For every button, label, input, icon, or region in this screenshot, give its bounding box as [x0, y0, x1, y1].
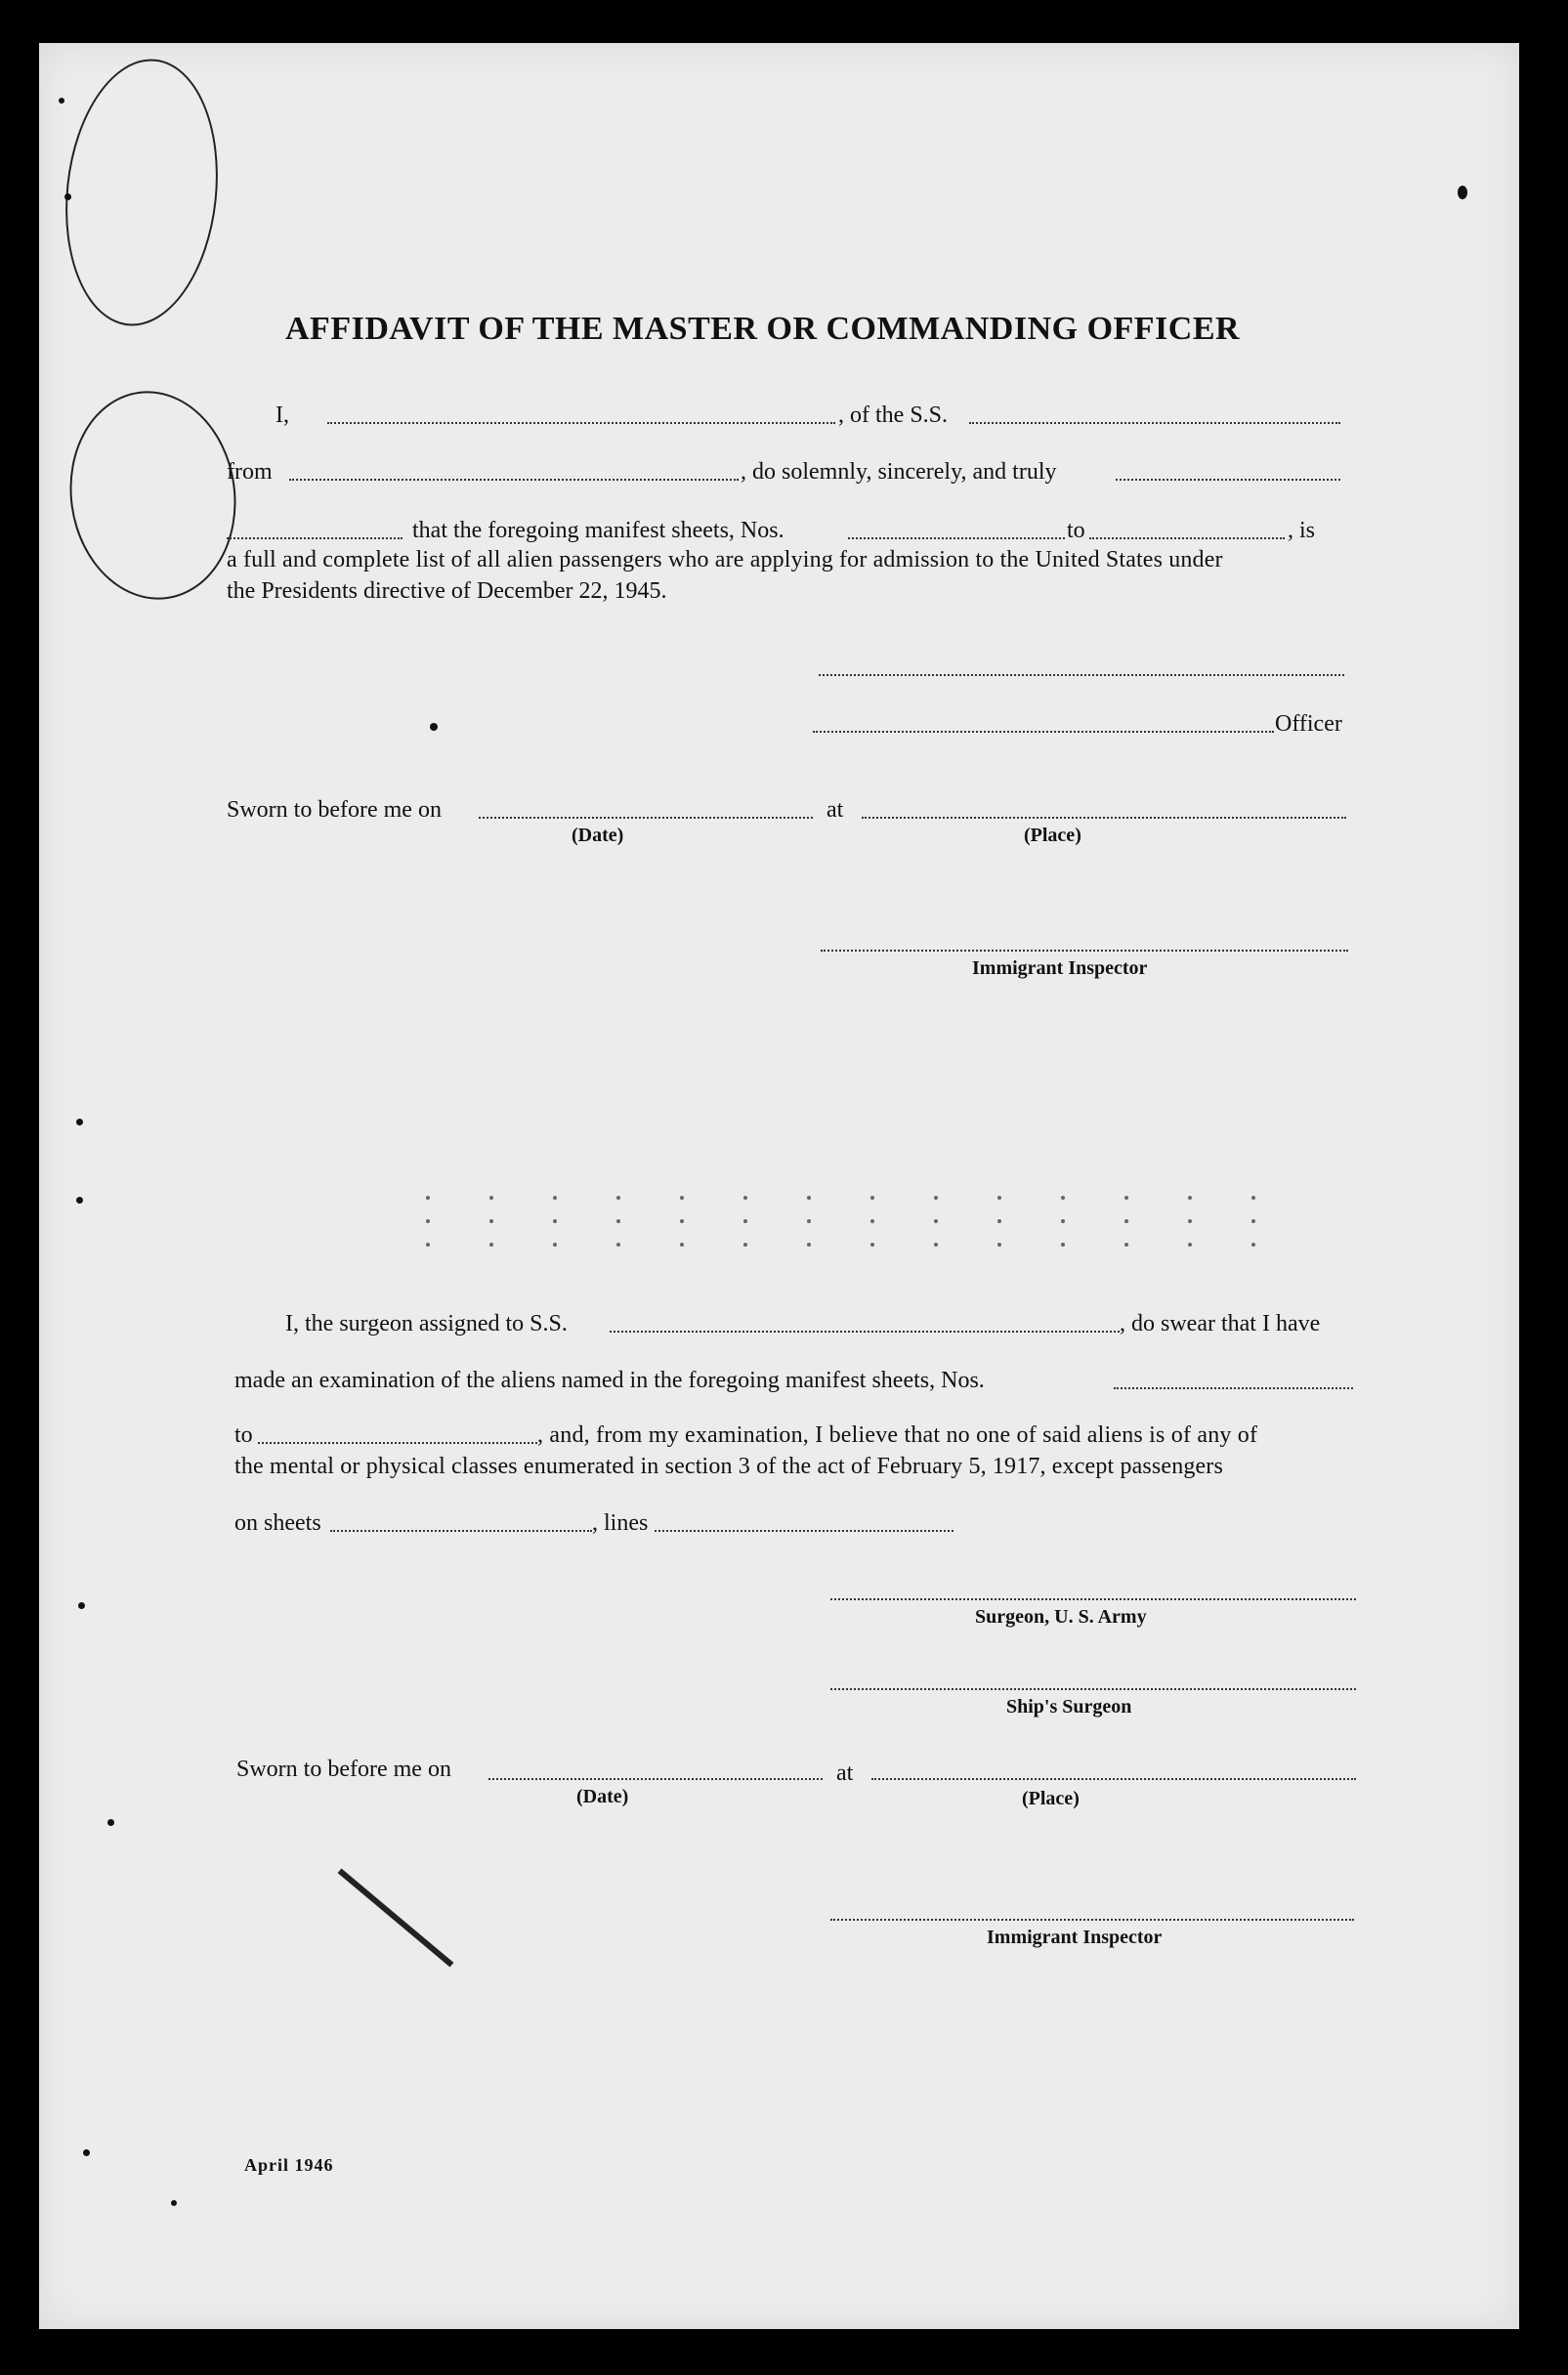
- surgeon-sheet-from-field[interactable]: [1114, 1387, 1353, 1389]
- bleed-through-dot: [807, 1219, 811, 1223]
- bleed-through-dot: [870, 1219, 874, 1223]
- scan-speck: [430, 723, 438, 731]
- surgeon-line-2: made an examination of the aliens named in the foregoing manifest sheets, Nos.: [234, 1368, 985, 1393]
- place-caption-2: (Place): [1022, 1788, 1080, 1809]
- bleed-through-dot: [680, 1196, 684, 1200]
- solemnly-label: , do solemnly, sincerely, and truly: [741, 459, 1057, 485]
- bleed-through-dot: [934, 1243, 938, 1247]
- document-page: [39, 43, 1519, 2329]
- bleed-through-dot: [489, 1243, 493, 1247]
- inspector-signature-line-1[interactable]: [821, 950, 1348, 952]
- officer-label: Officer: [1275, 711, 1342, 737]
- scan-speck: [76, 1197, 83, 1204]
- at-label-2: at: [836, 1760, 854, 1786]
- ship-surgeon-signature-line[interactable]: [830, 1688, 1356, 1690]
- surgeon-line-1-end: , do swear that I have: [1120, 1311, 1321, 1336]
- army-surgeon-label: Surgeon, U. S. Army: [975, 1606, 1147, 1628]
- bleed-through-dot: [1188, 1196, 1192, 1200]
- bleed-through-dot: [743, 1243, 747, 1247]
- bleed-through-dot: [1251, 1219, 1255, 1223]
- surgeon-sheet-to-field[interactable]: [258, 1442, 537, 1444]
- affidavit-line-4: the Presidents directive of December 22, 1945.: [227, 578, 667, 604]
- sheet-to-field[interactable]: [1089, 537, 1285, 539]
- form-date-footer: April 1946: [244, 2155, 334, 2175]
- bleed-through-dot: [1061, 1243, 1065, 1247]
- bleed-through-dot: [489, 1219, 493, 1223]
- bleed-through-dot: [870, 1196, 874, 1200]
- scan-speck: [76, 1119, 83, 1125]
- surgeon-ship-field[interactable]: [610, 1331, 1120, 1333]
- scan-speck: [78, 1602, 85, 1609]
- bleed-through-dot: [489, 1196, 493, 1200]
- bleed-through-dot: [807, 1243, 811, 1247]
- scan-speck: [83, 2149, 90, 2156]
- sheet-from-field[interactable]: [848, 537, 1065, 539]
- scan-speck: [107, 1819, 114, 1826]
- bleed-through-dot: [997, 1196, 1001, 1200]
- oath-word-field-2[interactable]: [227, 537, 403, 539]
- surgeon-line-1-start: I, the surgeon assigned to S.S.: [285, 1311, 568, 1336]
- foregoing-sheets-label: that the foregoing manifest sheets, Nos.: [412, 518, 784, 543]
- surgeon-line-3-end: , and, from my examination, I believe that no one of said aliens is of any of: [537, 1422, 1258, 1448]
- inspector-signature-line-2[interactable]: [830, 1919, 1354, 1921]
- page-title: AFFIDAVIT OF THE MASTER OR COMMANDING OFFICER: [285, 311, 1241, 347]
- bleed-through-dot: [680, 1243, 684, 1247]
- bleed-through-dot: [426, 1219, 430, 1223]
- from-label: from: [227, 459, 273, 485]
- sworn-date-field-1[interactable]: [479, 817, 813, 819]
- sworn-place-field-1[interactable]: [862, 817, 1346, 819]
- lines-label: , lines: [592, 1510, 649, 1536]
- bleed-through-dot: [934, 1196, 938, 1200]
- bleed-through-dot: [997, 1219, 1001, 1223]
- bleed-through-dot: [743, 1196, 747, 1200]
- master-name-field[interactable]: [327, 422, 835, 424]
- bleed-through-dot: [426, 1196, 430, 1200]
- sworn-label-2: Sworn to before me on: [236, 1757, 451, 1782]
- bleed-through-dot: [1124, 1219, 1128, 1223]
- oath-word-field[interactable]: [1116, 479, 1340, 481]
- ship-name-field[interactable]: [969, 422, 1340, 424]
- affidavit-i-label: I,: [275, 403, 289, 428]
- surgeon-line-4: the mental or physical classes enumerated in section 3 of the act of February 5, 1917, except passengers: [234, 1454, 1223, 1479]
- bleed-through-dot: [807, 1196, 811, 1200]
- on-sheets-field[interactable]: [330, 1530, 592, 1532]
- place-caption-1: (Place): [1024, 825, 1081, 846]
- of-ss-label: , of the S.S.: [838, 403, 949, 428]
- from-port-field[interactable]: [289, 479, 739, 481]
- bleed-through-dot: [1188, 1243, 1192, 1247]
- bleed-through-dot: [616, 1219, 620, 1223]
- bleed-through-dot: [553, 1196, 557, 1200]
- bleed-through-dot: [680, 1219, 684, 1223]
- inspector-label-2: Immigrant Inspector: [987, 1927, 1163, 1948]
- scan-speck: [59, 98, 64, 104]
- date-caption-2: (Date): [576, 1786, 629, 1807]
- ship-surgeon-label: Ship's Surgeon: [1006, 1696, 1132, 1718]
- scan-speck: [1458, 186, 1467, 199]
- bleed-through-dot: [1061, 1219, 1065, 1223]
- surgeon-to-label: to: [234, 1422, 253, 1448]
- bleed-through-dot: [616, 1196, 620, 1200]
- bleed-through-dot: [1188, 1219, 1192, 1223]
- scan-speck: [171, 2200, 177, 2206]
- bleed-through-dot: [1251, 1243, 1255, 1247]
- army-surgeon-signature-line[interactable]: [830, 1598, 1356, 1600]
- on-sheets-label: on sheets: [234, 1510, 321, 1536]
- scan-speck: [64, 193, 71, 200]
- lines-field[interactable]: [655, 1530, 954, 1532]
- bleed-through-dot: [870, 1243, 874, 1247]
- bleed-through-dot: [426, 1243, 430, 1247]
- bleed-through-dot: [1124, 1196, 1128, 1200]
- inspector-label-1: Immigrant Inspector: [972, 957, 1148, 979]
- affidavit-line-3: a full and complete list of all alien passengers who are applying for admission to the United States under: [227, 547, 1223, 573]
- sworn-label-1: Sworn to before me on: [227, 797, 442, 823]
- date-caption-1: (Date): [572, 825, 624, 846]
- bleed-through-dot: [553, 1219, 557, 1223]
- bleed-through-dot: [997, 1243, 1001, 1247]
- officer-signature-line-1[interactable]: [819, 674, 1344, 676]
- officer-signature-line-2[interactable]: [813, 731, 1274, 733]
- bleed-through-dot: [934, 1219, 938, 1223]
- bleed-through-dot: [1061, 1196, 1065, 1200]
- is-label: , is: [1288, 518, 1316, 543]
- sheet-to-label: to: [1067, 518, 1085, 543]
- bleed-through-dot: [616, 1243, 620, 1247]
- bleed-through-dot: [553, 1243, 557, 1247]
- at-label-1: at: [826, 797, 844, 823]
- sworn-place-field-2[interactable]: [871, 1778, 1356, 1780]
- sworn-date-field-2[interactable]: [488, 1778, 823, 1780]
- bleed-through-dot: [1251, 1196, 1255, 1200]
- bleed-through-dot: [743, 1219, 747, 1223]
- bleed-through-dot: [1124, 1243, 1128, 1247]
